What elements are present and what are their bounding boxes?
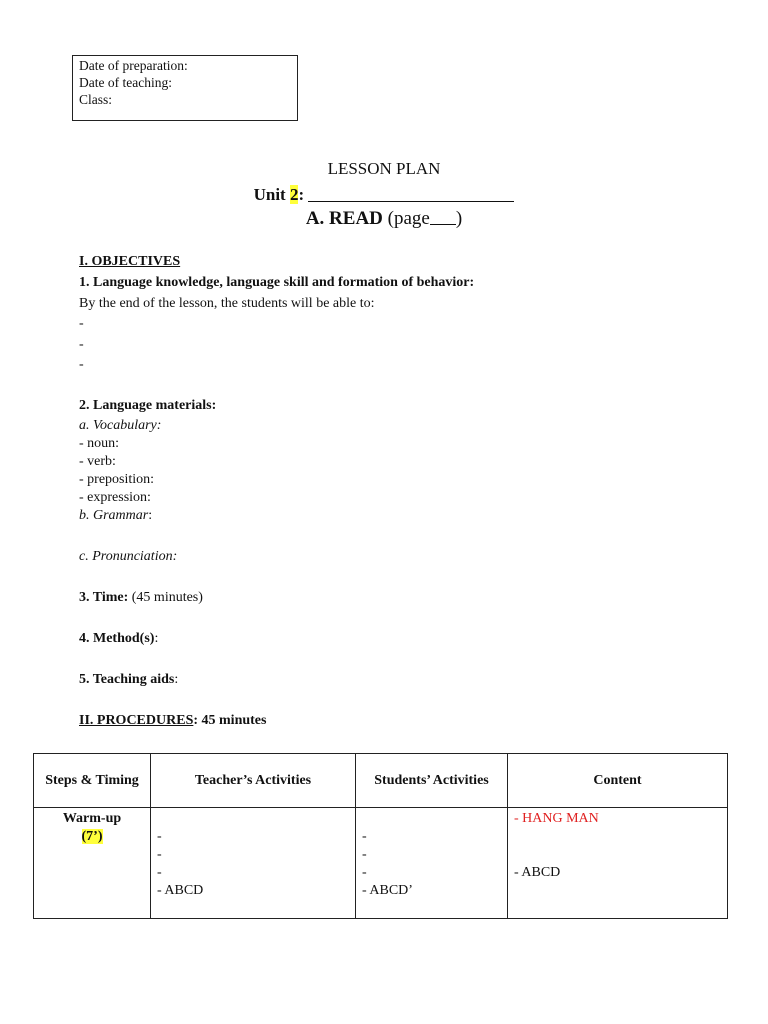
objectives-sub1: 1. Language knowledge, language skill and formation of behavior:: [79, 275, 475, 290]
methods-line: [79, 631, 158, 647]
pronunciation-label: c. Pronunciation:: [79, 549, 178, 564]
header-steps-timing: Steps & Timing: [34, 754, 151, 808]
expression-line: - expression:: [79, 490, 151, 505]
time-value: (45 minutes): [128, 590, 203, 605]
objectives-heading: I. OBJECTIVES: [79, 254, 181, 269]
preposition-line: - preposition:: [79, 472, 155, 487]
aids-line: [79, 672, 178, 688]
page-open: (page: [382, 208, 430, 229]
table-row: [34, 808, 728, 919]
page-close: ): [455, 208, 463, 229]
class-label: Class:: [79, 92, 113, 107]
grammar-text: b. Grammar: [79, 508, 149, 523]
page-blank: [430, 208, 456, 225]
procedures-label: II. PROCEDURES: [79, 713, 194, 728]
unit-colon: :: [298, 185, 305, 204]
lesson-info-box: [72, 55, 298, 121]
procedures-line: [79, 713, 266, 729]
verb-line: - verb:: [79, 454, 116, 469]
unit-number: 2: [289, 185, 299, 204]
teacher-activity: -: [157, 865, 162, 880]
aids-label: 5. Teaching aids: [79, 672, 175, 687]
content-cell: [508, 808, 728, 919]
header-content: Content: [508, 754, 728, 808]
unit-title: [0, 183, 768, 205]
student-activity: -: [362, 865, 367, 880]
methods-colon: :: [154, 631, 159, 646]
students-cell: [356, 808, 508, 919]
aids-colon: :: [174, 672, 179, 687]
content-game: - HANG MAN: [514, 811, 599, 826]
vocabulary-label: a. Vocabulary:: [79, 418, 162, 433]
methods-label: 4. Method(s): [79, 631, 155, 646]
step-timing: (7’): [81, 829, 103, 844]
teacher-activity: - ABCD: [157, 883, 204, 898]
objectives-intro: By the end of the lesson, the students will be able to:: [79, 296, 375, 311]
objective-bullet: -: [79, 337, 84, 352]
objective-bullet: -: [79, 357, 84, 372]
step-name: Warm-up: [62, 811, 122, 826]
teacher-activity: -: [157, 847, 162, 862]
grammar-colon: :: [148, 508, 153, 523]
table-header-row: [34, 754, 728, 808]
teacher-activity: -: [157, 829, 162, 844]
date-of-teaching: Date of teaching:: [79, 75, 172, 90]
date-of-preparation: Date of preparation:: [79, 58, 188, 73]
student-activity: -: [362, 847, 367, 862]
time-label: 3. Time:: [79, 590, 129, 605]
content-item: - ABCD: [514, 865, 561, 880]
student-activity: -: [362, 829, 367, 844]
noun-line: - noun:: [79, 436, 120, 451]
objective-bullet: -: [79, 316, 84, 331]
materials-heading: 2. Language materials:: [79, 398, 217, 413]
grammar-label: [79, 508, 152, 524]
page-title: LESSON PLAN: [327, 159, 441, 178]
student-activity: - ABCD’: [362, 883, 413, 898]
unit-prefix: Unit: [253, 185, 290, 204]
time-line: [79, 590, 203, 606]
teacher-cell: [151, 808, 356, 919]
read-label: A. READ: [305, 208, 383, 229]
header-teacher-activities: Teacher’s Activities: [151, 754, 356, 808]
section-read-title: [0, 208, 768, 230]
step-cell: [34, 808, 151, 919]
procedures-table: [33, 753, 728, 919]
unit-name-blank: [308, 183, 514, 202]
procedures-value: : 45 minutes: [193, 713, 267, 728]
header-students-activities: Students’ Activities: [356, 754, 508, 808]
